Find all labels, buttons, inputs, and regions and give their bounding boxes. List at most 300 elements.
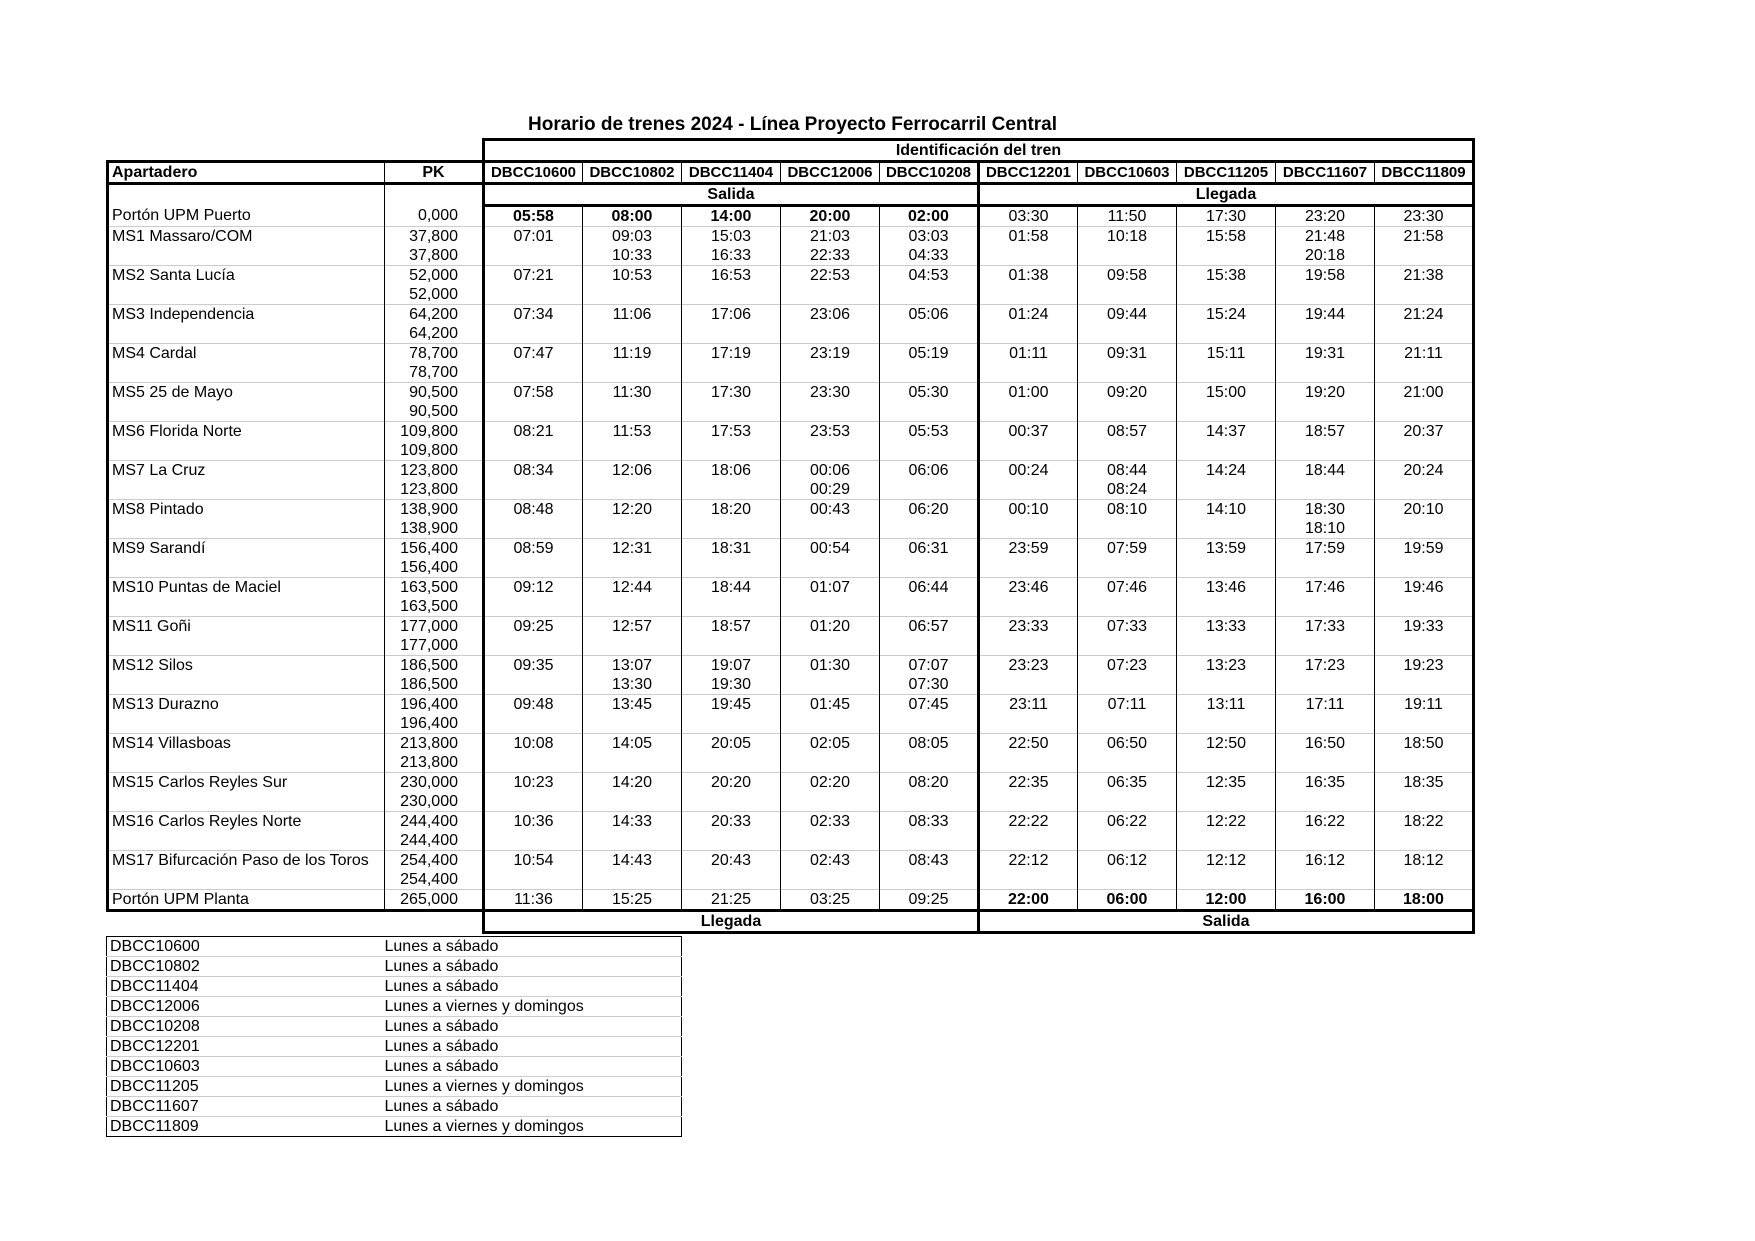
time-cell bbox=[880, 558, 979, 578]
time-cell: 21:58 bbox=[1375, 227, 1474, 247]
time-cell: 12:44 bbox=[583, 578, 682, 598]
time-cell: 22:53 bbox=[781, 266, 880, 286]
time-cell: 13:07 bbox=[583, 656, 682, 676]
time-cell bbox=[781, 363, 880, 383]
legend-row bbox=[107, 977, 682, 997]
time-cell: 20:18 bbox=[1276, 246, 1375, 266]
time-cell bbox=[583, 714, 682, 734]
table-row bbox=[108, 675, 1474, 695]
time-cell: 05:53 bbox=[880, 422, 979, 442]
time-cell bbox=[1177, 441, 1276, 461]
legend-days: Lunes a viernes y domingos bbox=[382, 1077, 682, 1097]
blank-cell bbox=[108, 324, 385, 344]
time-cell bbox=[781, 753, 880, 773]
time-cell: 00:54 bbox=[781, 539, 880, 559]
station-name: MS17 Bifurcación Paso de los Toros bbox=[108, 851, 385, 871]
time-cell bbox=[979, 519, 1078, 539]
pk-value: 123,800 bbox=[385, 480, 484, 500]
blank-cell bbox=[385, 140, 484, 162]
pk-value: 90,500 bbox=[385, 402, 484, 422]
legend-days: Lunes a viernes y domingos bbox=[382, 1117, 682, 1137]
time-cell: 16:33 bbox=[682, 246, 781, 266]
time-cell: 15:58 bbox=[1177, 227, 1276, 247]
pk-value: 78,700 bbox=[385, 363, 484, 383]
legend-row bbox=[107, 997, 682, 1017]
pk-value: 52,000 bbox=[385, 266, 484, 286]
legend-train-code: DBCC10802 bbox=[107, 957, 382, 977]
legend-train-code: DBCC12006 bbox=[107, 997, 382, 1017]
time-cell: 07:47 bbox=[484, 344, 583, 364]
time-cell: 07:01 bbox=[484, 227, 583, 247]
legend-table bbox=[106, 936, 682, 1137]
time-cell bbox=[682, 363, 781, 383]
time-cell bbox=[1375, 558, 1474, 578]
time-cell: 02:20 bbox=[781, 773, 880, 793]
time-cell: 19:33 bbox=[1375, 617, 1474, 637]
time-cell: 21:24 bbox=[1375, 305, 1474, 325]
table-row bbox=[108, 285, 1474, 305]
pk-value: 186,500 bbox=[385, 675, 484, 695]
time-cell: 14:00 bbox=[682, 206, 781, 227]
station-name: MS6 Florida Norte bbox=[108, 422, 385, 442]
time-cell: 20:00 bbox=[781, 206, 880, 227]
blank-cell bbox=[108, 911, 385, 933]
time-cell: 08:59 bbox=[484, 539, 583, 559]
time-cell: 09:12 bbox=[484, 578, 583, 598]
time-cell: 19:30 bbox=[682, 675, 781, 695]
time-cell: 09:44 bbox=[1078, 305, 1177, 325]
table-row bbox=[108, 773, 1474, 793]
time-cell bbox=[1177, 285, 1276, 305]
legend-train-code: DBCC12201 bbox=[107, 1037, 382, 1057]
time-cell bbox=[1078, 246, 1177, 266]
time-cell bbox=[1375, 675, 1474, 695]
pk-value: 138,900 bbox=[385, 500, 484, 520]
time-cell bbox=[1078, 636, 1177, 656]
blank-cell bbox=[108, 636, 385, 656]
pk-value: 156,400 bbox=[385, 539, 484, 559]
legend-row bbox=[107, 1037, 682, 1057]
time-cell: 19:31 bbox=[1276, 344, 1375, 364]
time-cell: 14:10 bbox=[1177, 500, 1276, 520]
train-id-header: DBCC11607 bbox=[1276, 162, 1375, 184]
time-cell bbox=[583, 324, 682, 344]
time-cell: 10:33 bbox=[583, 246, 682, 266]
time-cell bbox=[484, 480, 583, 500]
pk-value: 109,800 bbox=[385, 441, 484, 461]
time-cell: 02:43 bbox=[781, 851, 880, 871]
time-cell bbox=[484, 831, 583, 851]
time-cell: 01:38 bbox=[979, 266, 1078, 286]
time-cell: 07:21 bbox=[484, 266, 583, 286]
time-cell: 19:20 bbox=[1276, 383, 1375, 403]
time-cell: 06:22 bbox=[1078, 812, 1177, 832]
time-cell: 02:00 bbox=[880, 206, 979, 227]
time-cell: 18:31 bbox=[682, 539, 781, 559]
time-cell bbox=[1078, 675, 1177, 695]
time-cell bbox=[484, 636, 583, 656]
time-cell: 21:11 bbox=[1375, 344, 1474, 364]
time-cell bbox=[1276, 831, 1375, 851]
time-cell bbox=[484, 753, 583, 773]
pk-header: PK bbox=[385, 162, 484, 184]
time-cell bbox=[979, 480, 1078, 500]
time-cell: 18:10 bbox=[1276, 519, 1375, 539]
time-cell bbox=[781, 285, 880, 305]
footer-row-direction bbox=[108, 911, 1474, 933]
pk-value: 52,000 bbox=[385, 285, 484, 305]
time-cell bbox=[583, 558, 682, 578]
time-cell bbox=[1276, 714, 1375, 734]
time-cell bbox=[1276, 675, 1375, 695]
pk-value: 37,800 bbox=[385, 246, 484, 266]
time-cell bbox=[880, 519, 979, 539]
time-cell: 23:19 bbox=[781, 344, 880, 364]
time-cell bbox=[583, 441, 682, 461]
time-cell bbox=[1177, 480, 1276, 500]
time-cell bbox=[1375, 480, 1474, 500]
legend-days: Lunes a sábado bbox=[382, 1057, 682, 1077]
time-cell: 10:08 bbox=[484, 734, 583, 754]
time-cell bbox=[682, 870, 781, 890]
time-cell: 02:05 bbox=[781, 734, 880, 754]
time-cell bbox=[781, 675, 880, 695]
time-cell bbox=[880, 363, 979, 383]
legend-days: Lunes a sábado bbox=[382, 1097, 682, 1117]
time-cell bbox=[979, 636, 1078, 656]
time-cell: 06:06 bbox=[880, 461, 979, 481]
time-cell: 13:11 bbox=[1177, 695, 1276, 715]
legend-row bbox=[107, 1077, 682, 1097]
time-cell: 01:11 bbox=[979, 344, 1078, 364]
time-cell bbox=[1078, 792, 1177, 812]
time-cell: 17:30 bbox=[1177, 206, 1276, 227]
time-cell: 12:35 bbox=[1177, 773, 1276, 793]
train-id-header: DBCC10603 bbox=[1078, 162, 1177, 184]
time-cell bbox=[1078, 753, 1177, 773]
time-cell: 16:00 bbox=[1276, 890, 1375, 911]
time-cell: 08:34 bbox=[484, 461, 583, 481]
time-cell: 00:37 bbox=[979, 422, 1078, 442]
time-cell: 09:58 bbox=[1078, 266, 1177, 286]
time-cell: 14:33 bbox=[583, 812, 682, 832]
time-cell: 19:45 bbox=[682, 695, 781, 715]
time-cell bbox=[880, 753, 979, 773]
time-cell bbox=[682, 831, 781, 851]
time-cell: 16:22 bbox=[1276, 812, 1375, 832]
time-cell: 12:00 bbox=[1177, 890, 1276, 911]
time-cell: 21:00 bbox=[1375, 383, 1474, 403]
time-cell: 07:23 bbox=[1078, 656, 1177, 676]
time-cell: 12:57 bbox=[583, 617, 682, 637]
time-cell bbox=[583, 402, 682, 422]
legend-row bbox=[107, 1017, 682, 1037]
pk-value: 196,400 bbox=[385, 714, 484, 734]
time-cell: 23:06 bbox=[781, 305, 880, 325]
time-cell bbox=[1375, 246, 1474, 266]
legend-days: Lunes a sábado bbox=[382, 1017, 682, 1037]
legend-row bbox=[107, 937, 682, 957]
station-name: MS11 Goñi bbox=[108, 617, 385, 637]
time-cell: 23:46 bbox=[979, 578, 1078, 598]
time-cell: 13:30 bbox=[583, 675, 682, 695]
time-cell bbox=[781, 636, 880, 656]
time-cell: 22:35 bbox=[979, 773, 1078, 793]
pk-value: 138,900 bbox=[385, 519, 484, 539]
time-cell: 21:03 bbox=[781, 227, 880, 247]
time-cell: 09:03 bbox=[583, 227, 682, 247]
time-cell: 05:30 bbox=[880, 383, 979, 403]
identificacion-header: Identificación del tren bbox=[484, 140, 1474, 162]
time-cell: 16:12 bbox=[1276, 851, 1375, 871]
time-cell bbox=[1078, 597, 1177, 617]
time-cell bbox=[682, 324, 781, 344]
time-cell: 05:58 bbox=[484, 206, 583, 227]
time-cell: 07:11 bbox=[1078, 695, 1177, 715]
time-cell: 13:45 bbox=[583, 695, 682, 715]
table-row bbox=[108, 441, 1474, 461]
pk-value: 186,500 bbox=[385, 656, 484, 676]
table-row bbox=[108, 558, 1474, 578]
pk-value: 0,000 bbox=[385, 206, 484, 227]
blank-cell bbox=[385, 911, 484, 933]
time-cell: 19:58 bbox=[1276, 266, 1375, 286]
table-row bbox=[108, 597, 1474, 617]
time-cell: 00:43 bbox=[781, 500, 880, 520]
time-cell: 09:31 bbox=[1078, 344, 1177, 364]
time-cell: 06:50 bbox=[1078, 734, 1177, 754]
time-cell bbox=[1177, 753, 1276, 773]
blank-cell bbox=[108, 480, 385, 500]
time-cell: 08:21 bbox=[484, 422, 583, 442]
time-cell bbox=[781, 597, 880, 617]
station-name: MS4 Cardal bbox=[108, 344, 385, 364]
time-cell: 01:24 bbox=[979, 305, 1078, 325]
time-cell bbox=[979, 441, 1078, 461]
time-cell: 08:33 bbox=[880, 812, 979, 832]
time-cell bbox=[1375, 753, 1474, 773]
time-cell bbox=[880, 285, 979, 305]
blank-cell bbox=[108, 675, 385, 695]
pk-value: 123,800 bbox=[385, 461, 484, 481]
time-cell: 07:07 bbox=[880, 656, 979, 676]
time-cell: 15:03 bbox=[682, 227, 781, 247]
pk-value: 109,800 bbox=[385, 422, 484, 442]
table-row bbox=[108, 266, 1474, 286]
time-cell bbox=[484, 402, 583, 422]
time-cell: 12:31 bbox=[583, 539, 682, 559]
time-cell: 05:06 bbox=[880, 305, 979, 325]
legend-train-code: DBCC10208 bbox=[107, 1017, 382, 1037]
time-cell bbox=[484, 792, 583, 812]
time-cell: 23:33 bbox=[979, 617, 1078, 637]
legend-train-code: DBCC10603 bbox=[107, 1057, 382, 1077]
time-cell bbox=[1276, 402, 1375, 422]
time-cell: 12:20 bbox=[583, 500, 682, 520]
time-cell bbox=[880, 714, 979, 734]
train-id-header: DBCC10802 bbox=[583, 162, 682, 184]
time-cell: 19:59 bbox=[1375, 539, 1474, 559]
time-cell: 10:18 bbox=[1078, 227, 1177, 247]
time-cell bbox=[682, 441, 781, 461]
table-row bbox=[108, 363, 1474, 383]
station-name: Portón UPM Planta bbox=[108, 890, 385, 911]
time-cell bbox=[1276, 324, 1375, 344]
time-cell bbox=[682, 285, 781, 305]
time-cell bbox=[682, 714, 781, 734]
time-cell: 17:53 bbox=[682, 422, 781, 442]
time-cell bbox=[1375, 441, 1474, 461]
time-cell: 16:35 bbox=[1276, 773, 1375, 793]
blank-cell bbox=[108, 140, 385, 162]
time-cell bbox=[583, 870, 682, 890]
time-cell: 19:23 bbox=[1375, 656, 1474, 676]
legend-row bbox=[107, 957, 682, 977]
pk-value: 163,500 bbox=[385, 597, 484, 617]
time-cell bbox=[583, 792, 682, 812]
time-cell: 21:38 bbox=[1375, 266, 1474, 286]
train-id-header: DBCC10208 bbox=[880, 162, 979, 184]
time-cell bbox=[1375, 714, 1474, 734]
time-cell bbox=[682, 480, 781, 500]
time-cell: 08:44 bbox=[1078, 461, 1177, 481]
legend-row bbox=[107, 1097, 682, 1117]
header-row-direction bbox=[108, 184, 1474, 206]
pk-value: 213,800 bbox=[385, 734, 484, 754]
time-cell: 22:00 bbox=[979, 890, 1078, 911]
time-cell: 18:57 bbox=[682, 617, 781, 637]
table-row bbox=[108, 539, 1474, 559]
time-cell bbox=[979, 402, 1078, 422]
time-cell bbox=[781, 792, 880, 812]
blank-cell bbox=[108, 714, 385, 734]
station-name: MS16 Carlos Reyles Norte bbox=[108, 812, 385, 832]
time-cell: 18:50 bbox=[1375, 734, 1474, 754]
time-cell: 11:30 bbox=[583, 383, 682, 403]
time-cell: 23:30 bbox=[781, 383, 880, 403]
table-row bbox=[108, 792, 1474, 812]
table-row bbox=[108, 578, 1474, 598]
time-cell: 07:46 bbox=[1078, 578, 1177, 598]
time-cell bbox=[484, 324, 583, 344]
time-cell: 23:20 bbox=[1276, 206, 1375, 227]
time-cell: 12:06 bbox=[583, 461, 682, 481]
time-cell: 06:20 bbox=[880, 500, 979, 520]
time-cell: 15:00 bbox=[1177, 383, 1276, 403]
time-cell bbox=[484, 441, 583, 461]
legend-train-code: DBCC11404 bbox=[107, 977, 382, 997]
time-cell bbox=[781, 402, 880, 422]
time-cell: 10:36 bbox=[484, 812, 583, 832]
llegada-footer: Llegada bbox=[484, 911, 979, 933]
time-cell: 07:30 bbox=[880, 675, 979, 695]
legend-row bbox=[107, 1117, 682, 1137]
time-cell bbox=[979, 714, 1078, 734]
blank-cell bbox=[108, 792, 385, 812]
time-cell bbox=[979, 597, 1078, 617]
time-cell bbox=[880, 324, 979, 344]
time-cell bbox=[1375, 324, 1474, 344]
pk-value: 37,800 bbox=[385, 227, 484, 247]
time-cell: 09:25 bbox=[880, 890, 979, 911]
time-cell: 00:06 bbox=[781, 461, 880, 481]
time-cell bbox=[583, 831, 682, 851]
pk-value: 244,400 bbox=[385, 831, 484, 851]
header-row-columns bbox=[108, 162, 1474, 184]
time-cell: 10:54 bbox=[484, 851, 583, 871]
station-name: MS3 Independencia bbox=[108, 305, 385, 325]
time-cell bbox=[484, 870, 583, 890]
time-cell: 00:29 bbox=[781, 480, 880, 500]
pk-value: 196,400 bbox=[385, 695, 484, 715]
time-cell bbox=[484, 675, 583, 695]
time-cell: 09:35 bbox=[484, 656, 583, 676]
time-cell bbox=[1078, 831, 1177, 851]
time-cell: 20:10 bbox=[1375, 500, 1474, 520]
legend-train-code: DBCC11205 bbox=[107, 1077, 382, 1097]
time-cell: 07:59 bbox=[1078, 539, 1177, 559]
time-cell bbox=[1177, 870, 1276, 890]
time-cell: 18:22 bbox=[1375, 812, 1474, 832]
time-cell: 08:20 bbox=[880, 773, 979, 793]
time-cell: 22:22 bbox=[979, 812, 1078, 832]
station-name: MS5 25 de Mayo bbox=[108, 383, 385, 403]
time-cell bbox=[1375, 285, 1474, 305]
blank-cell bbox=[108, 441, 385, 461]
station-name: MS7 La Cruz bbox=[108, 461, 385, 481]
time-cell bbox=[979, 363, 1078, 383]
time-cell: 23:23 bbox=[979, 656, 1078, 676]
table-row bbox=[108, 636, 1474, 656]
time-cell bbox=[1276, 363, 1375, 383]
time-cell bbox=[1375, 831, 1474, 851]
time-cell bbox=[583, 480, 682, 500]
pk-value: 213,800 bbox=[385, 753, 484, 773]
time-cell: 14:43 bbox=[583, 851, 682, 871]
time-cell: 15:25 bbox=[583, 890, 682, 911]
time-cell bbox=[682, 636, 781, 656]
time-cell bbox=[1177, 519, 1276, 539]
table-row bbox=[108, 246, 1474, 266]
station-name: MS14 Villasboas bbox=[108, 734, 385, 754]
time-cell: 15:11 bbox=[1177, 344, 1276, 364]
time-cell: 04:33 bbox=[880, 246, 979, 266]
time-cell bbox=[1276, 792, 1375, 812]
time-cell: 18:20 bbox=[682, 500, 781, 520]
time-cell: 13:59 bbox=[1177, 539, 1276, 559]
time-cell: 06:00 bbox=[1078, 890, 1177, 911]
time-cell: 20:37 bbox=[1375, 422, 1474, 442]
legend-days: Lunes a sábado bbox=[382, 1037, 682, 1057]
time-cell bbox=[682, 558, 781, 578]
blank-cell bbox=[108, 831, 385, 851]
blank-cell bbox=[108, 402, 385, 422]
time-cell: 11:50 bbox=[1078, 206, 1177, 227]
time-cell bbox=[781, 870, 880, 890]
time-cell bbox=[979, 324, 1078, 344]
time-cell bbox=[1276, 480, 1375, 500]
time-cell bbox=[484, 285, 583, 305]
time-cell bbox=[583, 636, 682, 656]
time-cell: 21:25 bbox=[682, 890, 781, 911]
time-cell: 06:31 bbox=[880, 539, 979, 559]
time-cell bbox=[1276, 558, 1375, 578]
time-cell: 08:00 bbox=[583, 206, 682, 227]
time-cell: 11:06 bbox=[583, 305, 682, 325]
time-cell: 02:33 bbox=[781, 812, 880, 832]
table-row bbox=[108, 422, 1474, 442]
time-cell bbox=[484, 558, 583, 578]
